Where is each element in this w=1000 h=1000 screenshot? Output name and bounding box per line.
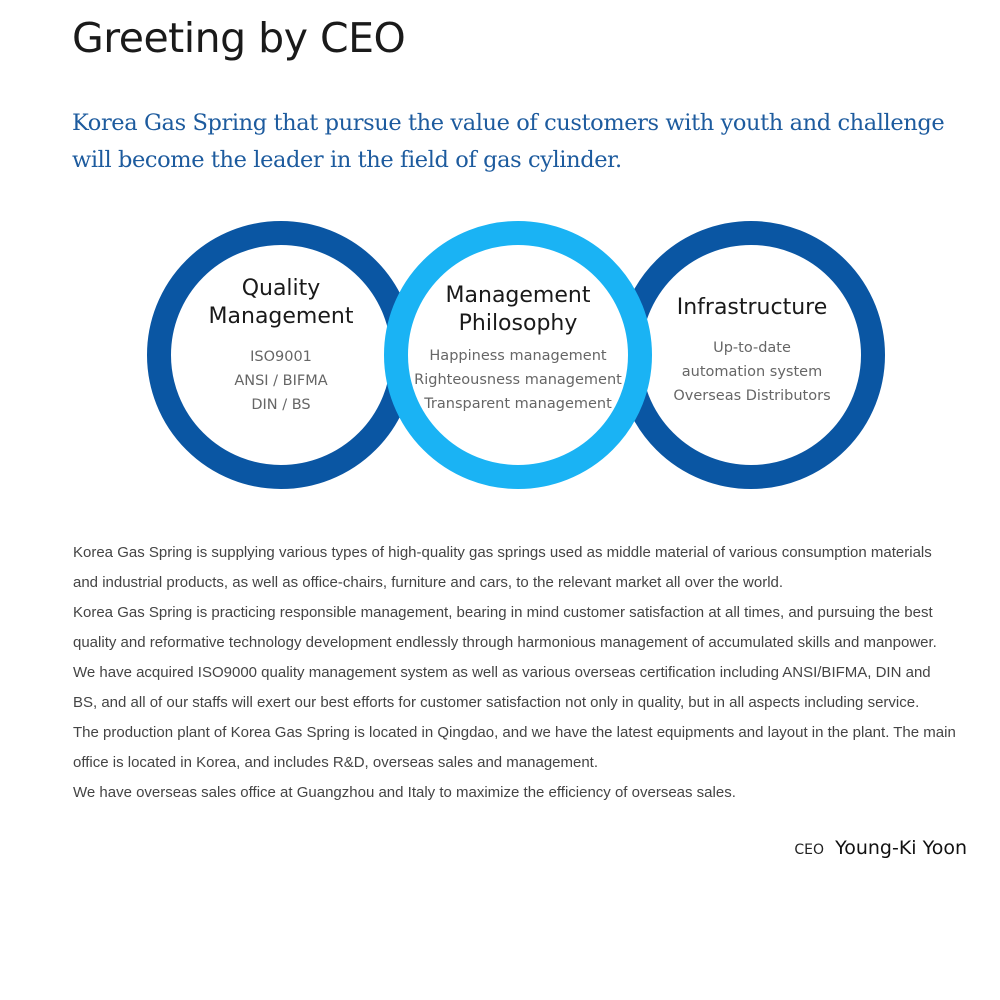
circle-item: Righteousness management <box>414 372 622 388</box>
circle-item: Happiness management <box>429 348 607 364</box>
body-line: BS, and all of our staffs will exert our best efforts for customer satisfaction not only in quality, but in all aspects including service. <box>73 694 920 711</box>
circle-item: DIN / BS <box>251 397 311 413</box>
body-line: We have acquired ISO9000 quality management system as well as various overseas certification including ANSI/BIFMA, DIN and <box>73 664 931 681</box>
management-philosophy-content <box>410 282 626 416</box>
page-title: Greeting by CEO <box>72 14 406 62</box>
ceo-signature <box>794 837 967 859</box>
circle-title: Infrastructure <box>676 295 828 320</box>
body-line: We have overseas sales office at Guangzhou and Italy to maximize the efficiency of overseas sales. <box>73 784 736 801</box>
circle-title: Management <box>445 283 591 308</box>
body-line: quality and reformative technology development endlessly through harmonious management of accumulated skills and manpower. <box>73 634 937 651</box>
body-line: office is located in Korea, and includes R&D, overseas sales and management. <box>73 754 599 771</box>
body-line: The production plant of Korea Gas Spring is located in Qingdao, and we have the latest equipments and layout in the plant. The main <box>73 724 956 741</box>
circle-item: Transparent management <box>424 396 612 412</box>
slogan-line: Korea Gas Spring that pursue the value of customers with youth and challenge <box>72 110 945 136</box>
body-line: and industrial products, as well as office-chairs, furniture and cars, to the relevant market all over the world. <box>73 574 784 591</box>
infrastructure-content <box>652 294 852 408</box>
signature-name: Young-Ki Yoon <box>835 837 967 859</box>
circle-item: Up-to-date <box>713 340 791 356</box>
circle-item: ISO9001 <box>250 349 312 365</box>
circle-item: Overseas Distributors <box>673 388 831 404</box>
circle-title: Quality <box>241 276 321 301</box>
body-line: Korea Gas Spring is practicing responsible management, bearing in mind customer satisfaction at all times, and pursuing the best <box>73 604 933 621</box>
body-line: Korea Gas Spring is supplying various types of high-quality gas springs used as middle material of various consumption materials <box>73 544 932 561</box>
greeting-body <box>73 538 978 808</box>
quality-management-content <box>181 275 381 417</box>
slogan-line: will become the leader in the field of gas cylinder. <box>72 147 622 173</box>
circle-item: automation system <box>681 364 823 380</box>
circle-title: Management <box>208 304 354 329</box>
circle-item: ANSI / BIFMA <box>234 373 328 389</box>
circle-title: Philosophy <box>458 311 578 336</box>
signature-role: CEO <box>794 842 825 858</box>
slogan <box>72 105 972 179</box>
